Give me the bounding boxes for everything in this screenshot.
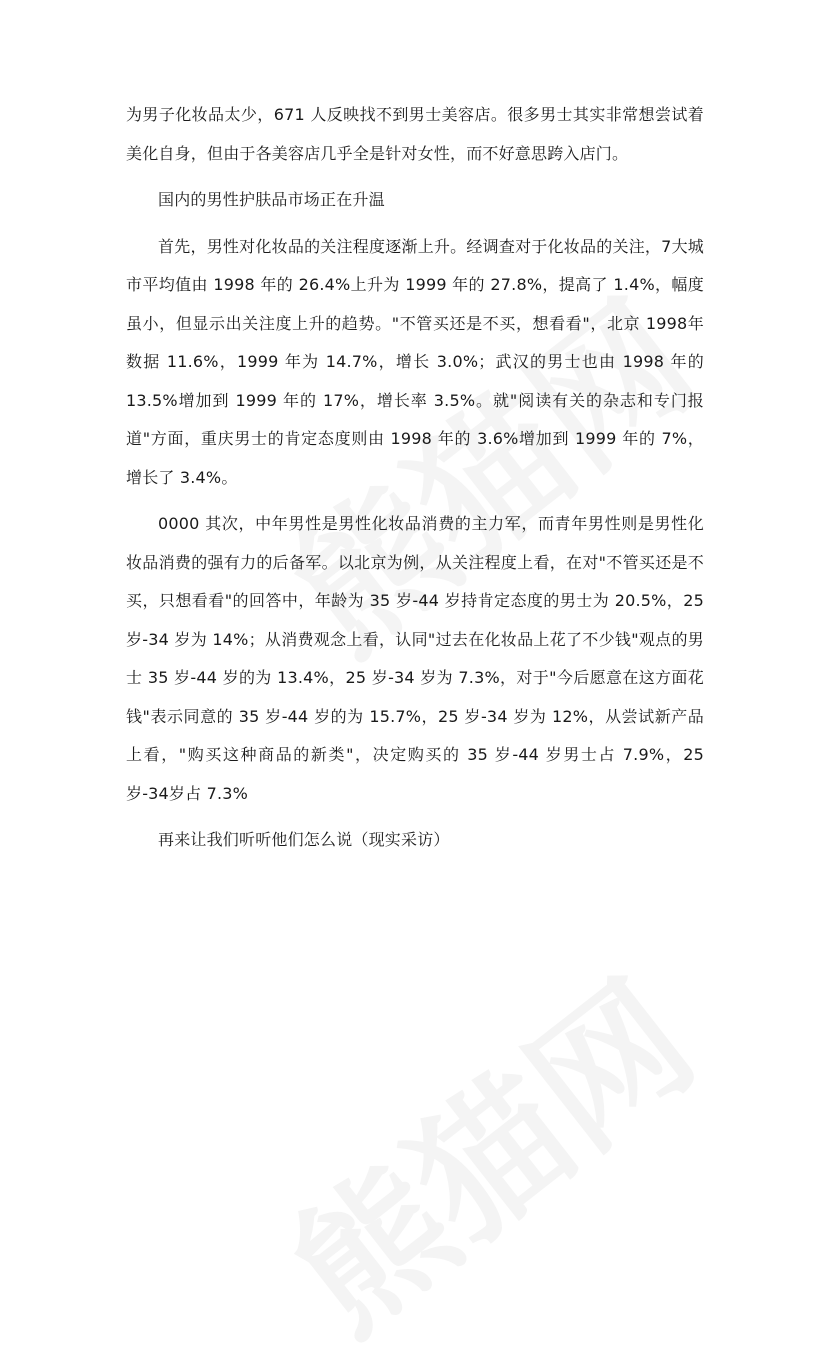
paragraph-3: 0000 其次，中年男性是男性化妆品消费的主力军，而青年男性则是男性化妆品消费的强有力的后备军。以北京为例，从关注程度上看，在对"不管买还是不买，只想看看"的回答中，年龄为 35 岁-44 岁持肯定态度的男士为 20.5%，25 岁-34 岁为 14%；从消费观念上看，认同"过去在化妆品上花了不少钱"观点的男士 35 岁-44 岁的为 13.4%，25 岁-34 岁为 7.3%，对于"今后愿意在这方面花钱"表示同意的 35 岁-44 岁的为 15.7%，25 岁-34 岁为 12%，从尝试新产品上看，"购买这种商品的新类"，决定购买的 35 岁-44 岁男士占 7.9%，25 岁-34岁占 7.3% [126, 514, 704, 803]
document-body [126, 96, 704, 868]
paragraph-1: 为男子化妆品太少，671 人反映找不到男士美容店。很多男士其实非常想尝试着美化自身，但由于各美容店几乎全是针对女性，而不好意思跨入店门。 [126, 105, 704, 163]
section-heading: 国内的男性护肤品市场正在升温 [158, 190, 385, 209]
watermark [241, 924, 729, 1371]
paragraph-2: 首先，男性对化妆品的关注程度逐渐上升。经调查对于化妆品的关注，7大城市平均值由 1998 年的 26.4%上升为 1999 年的 27.8%，提高了 1.4%，幅度虽小，但显示出关注度上升的趋势。"不管买还是不买，想看看"，北京 1998年数据 11.6%，1999 年为 14.7%，增长 3.0%；武汉的男士也由 1998 年的13.5%增加到 1999 年的 17%，增长率 3.5%。就"阅读有关的杂志和专门报道"方面，重庆男士的肯定态度则由 1998 年的 3.6%增加到 1999 年的 7%，增长了 3.4%。 [126, 236, 704, 487]
paragraph-4: 再来让我们听听他们怎么说（现实采访） [158, 830, 450, 849]
